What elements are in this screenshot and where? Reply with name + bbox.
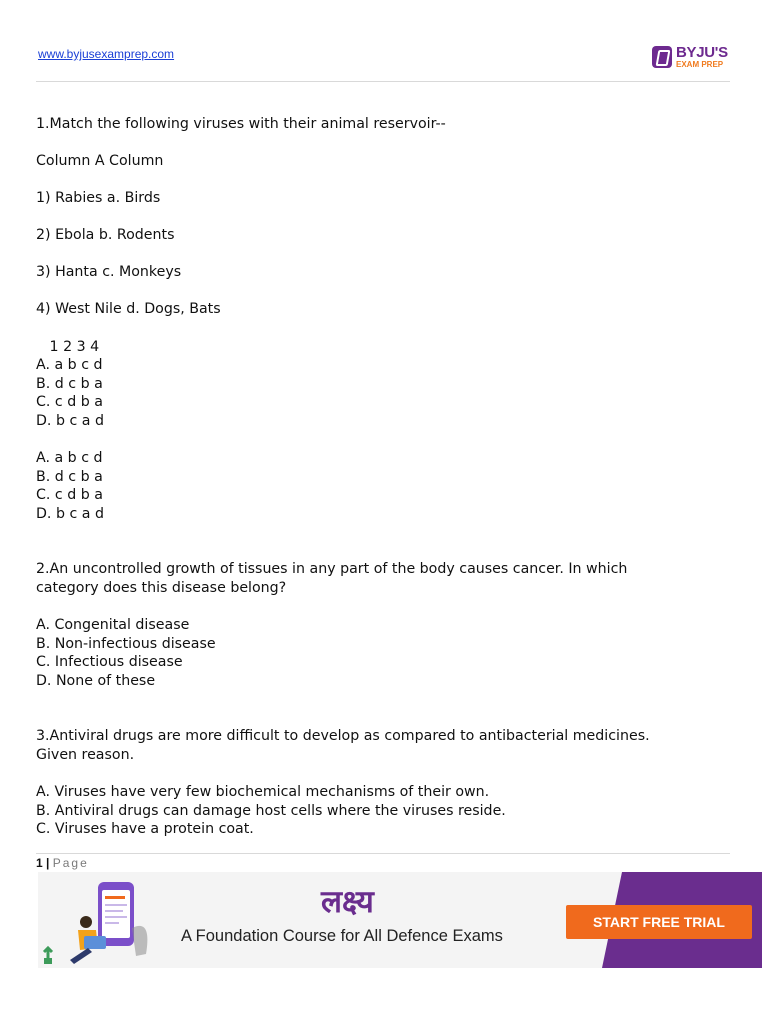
answer-option: B. Antiviral drugs can damage host cells where the viruses reside. — [36, 802, 506, 819]
page-number: 1 — [36, 856, 43, 870]
promo-banner[interactable] — [38, 872, 762, 968]
answer-option: D. None of these — [36, 672, 156, 689]
byjus-logo — [652, 44, 728, 72]
match-line: 4) West Nile d. Dogs, Bats — [36, 301, 221, 318]
question-3-stem: 3.Antiviral drugs are more difficult to develop as compared to antibacterial medicines. — [36, 728, 650, 745]
answer-option: C. Infectious disease — [36, 654, 183, 671]
page-separator: | — [46, 856, 50, 870]
site-link[interactable]: www.byjusexamprep.com — [38, 47, 175, 61]
match-table-row: B. d c b a — [36, 375, 103, 392]
answer-option: A. a b c d — [36, 450, 103, 467]
answer-option: C. Viruses have a protein coat. — [36, 821, 254, 838]
answer-option: B. d c b a — [36, 468, 103, 485]
answer-option: A. Congenital disease — [36, 617, 190, 634]
match-line: 1) Rabies a. Birds — [36, 190, 161, 207]
answer-option: B. Non-infectious disease — [36, 635, 216, 652]
question-3-stem: Given reason. — [36, 747, 135, 764]
question-2-stem: category does this disease belong? — [36, 580, 287, 596]
byjus-logo-icon — [652, 46, 672, 68]
match-table-header: 1 2 3 4 — [36, 338, 100, 355]
match-table-row: A. a b c d — [36, 357, 103, 374]
question-2-stem: 2.An uncontrolled growth of tissues in any part of the body causes cancer. In which — [36, 561, 628, 578]
footer-divider — [36, 853, 730, 854]
match-table-row: D. b c a d — [36, 412, 104, 429]
logo-subtitle: EXAM PREP — [676, 60, 724, 69]
answer-option: D. b c a d — [36, 505, 104, 522]
answer-option: C. c d b a — [36, 487, 103, 504]
page-footer — [36, 856, 89, 870]
match-table-row: C. c d b a — [36, 394, 103, 411]
question-content — [36, 115, 736, 839]
header-divider — [36, 81, 730, 82]
start-free-trial-button[interactable]: START FREE TRIAL — [566, 905, 752, 939]
student-phone-illustration — [40, 878, 160, 966]
banner-subtitle: A Foundation Course for All Defence Exams — [181, 927, 503, 945]
match-line: Column A Column — [36, 153, 164, 170]
match-line: 3) Hanta c. Monkeys — [36, 264, 182, 281]
logo-wordmark: BYJU'S — [676, 44, 728, 61]
banner-title: लक्ष्य — [321, 884, 374, 920]
page-label: Page — [52, 856, 89, 870]
question-1-stem: 1.Match the following viruses with their animal reservoir-- — [36, 116, 446, 132]
answer-option: A. Viruses have very few biochemical mechanisms of their own. — [36, 784, 490, 801]
match-line: 2) Ebola b. Rodents — [36, 227, 175, 244]
